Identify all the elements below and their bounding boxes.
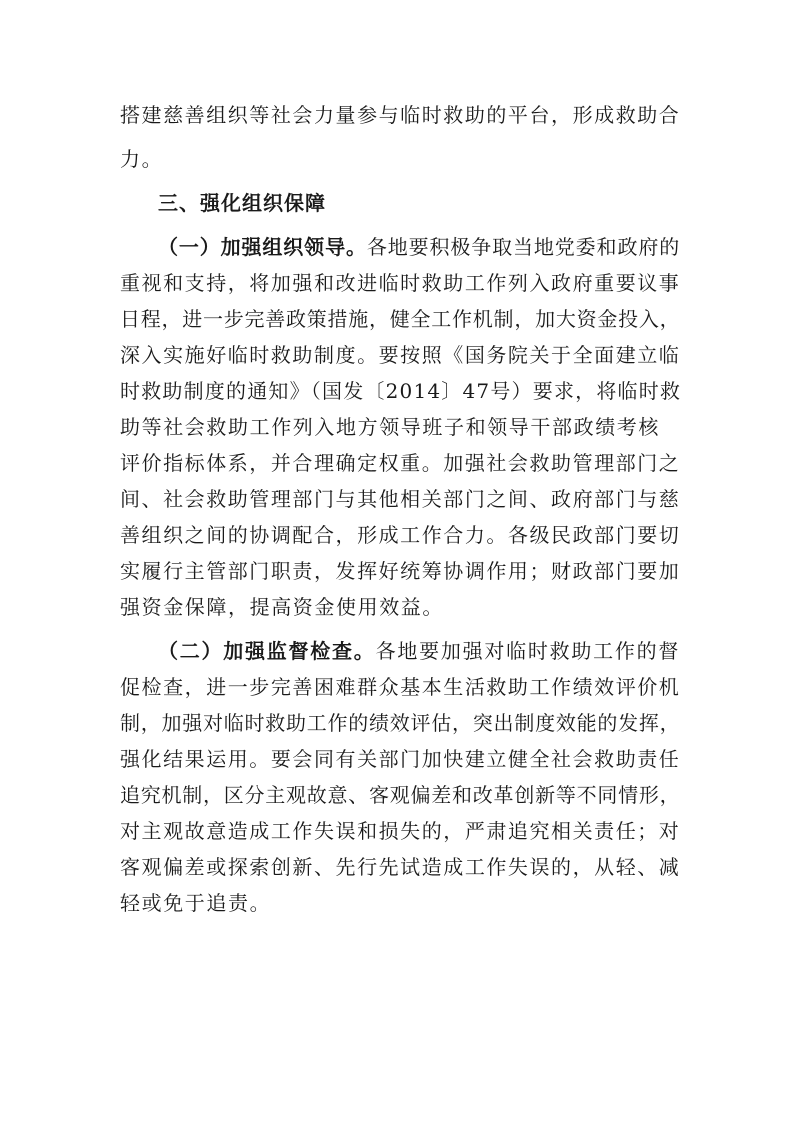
- body-text-line: 制，加强对临时救助工作的绩效评估，突出制度效能的发挥，: [120, 711, 680, 735]
- body-text-line: 促检查，进一步完善困难群众基本生活救助工作绩效评价机: [120, 675, 680, 699]
- body-text-line: 重视和支持，将加强和改进临时救助工作列入政府重要议事: [120, 271, 680, 295]
- body-text: 各地要加强对临时救助工作的督: [375, 639, 680, 663]
- body-text-line: 时救助制度的通知》（国发〔2014〕47号）要求，将临时救: [120, 379, 682, 403]
- body-text-line: 强资金保障，提高资金使用效益。: [120, 595, 444, 619]
- body-text-line: 深入实施好临时救助制度。要按照《国务院关于全面建立临: [120, 343, 680, 367]
- body-text-line: 客观偏差或探索创新、先行先试造成工作失误的，从轻、减: [120, 855, 680, 879]
- body-text-line: 对主观故意造成工作失误和损失的，严肃追究相关责任；对: [120, 819, 680, 843]
- paragraph-first-line: [158, 232, 680, 262]
- section-heading: 三、强化组织保障: [158, 191, 326, 215]
- body-text-line: 实履行主管部门职责，发挥好统筹协调作用；财政部门要加: [120, 559, 680, 583]
- body-text-line: 力。: [120, 147, 164, 171]
- body-text-line: 助等社会救助工作列入地方领导班子和领导干部政绩考核: [120, 415, 660, 439]
- body-text-line: 评价指标体系，并合理确定权重。加强社会救助管理部门之: [120, 451, 680, 475]
- paragraph-first-line: [158, 636, 680, 666]
- body-text-line: 日程，进一步完善政策措施，健全工作机制，加大资金投入，: [120, 307, 680, 331]
- body-text-line: 强化结果运用。要会同有关部门加快建立健全社会救助责任: [120, 747, 680, 771]
- body-text: 各地要积极争取当地党委和政府的: [366, 235, 681, 259]
- body-text-line: 轻或免于追责。: [120, 891, 272, 915]
- paragraph-title: （二）加强监督检查。: [158, 639, 376, 663]
- body-text-line: 搭建慈善组织等社会力量参与临时救助的平台，形成救助合: [120, 103, 680, 127]
- body-text-line: 间、社会救助管理部门与其他相关部门之间、政府部门与慈: [120, 487, 680, 511]
- paragraph-title: （一）加强组织领导。: [158, 235, 367, 259]
- body-text-line: 善组织之间的协调配合，形成工作合力。各级民政部门要切: [120, 523, 680, 547]
- body-text-line: 追究机制，区分主观故意、客观偏差和改革创新等不同情形，: [120, 783, 680, 807]
